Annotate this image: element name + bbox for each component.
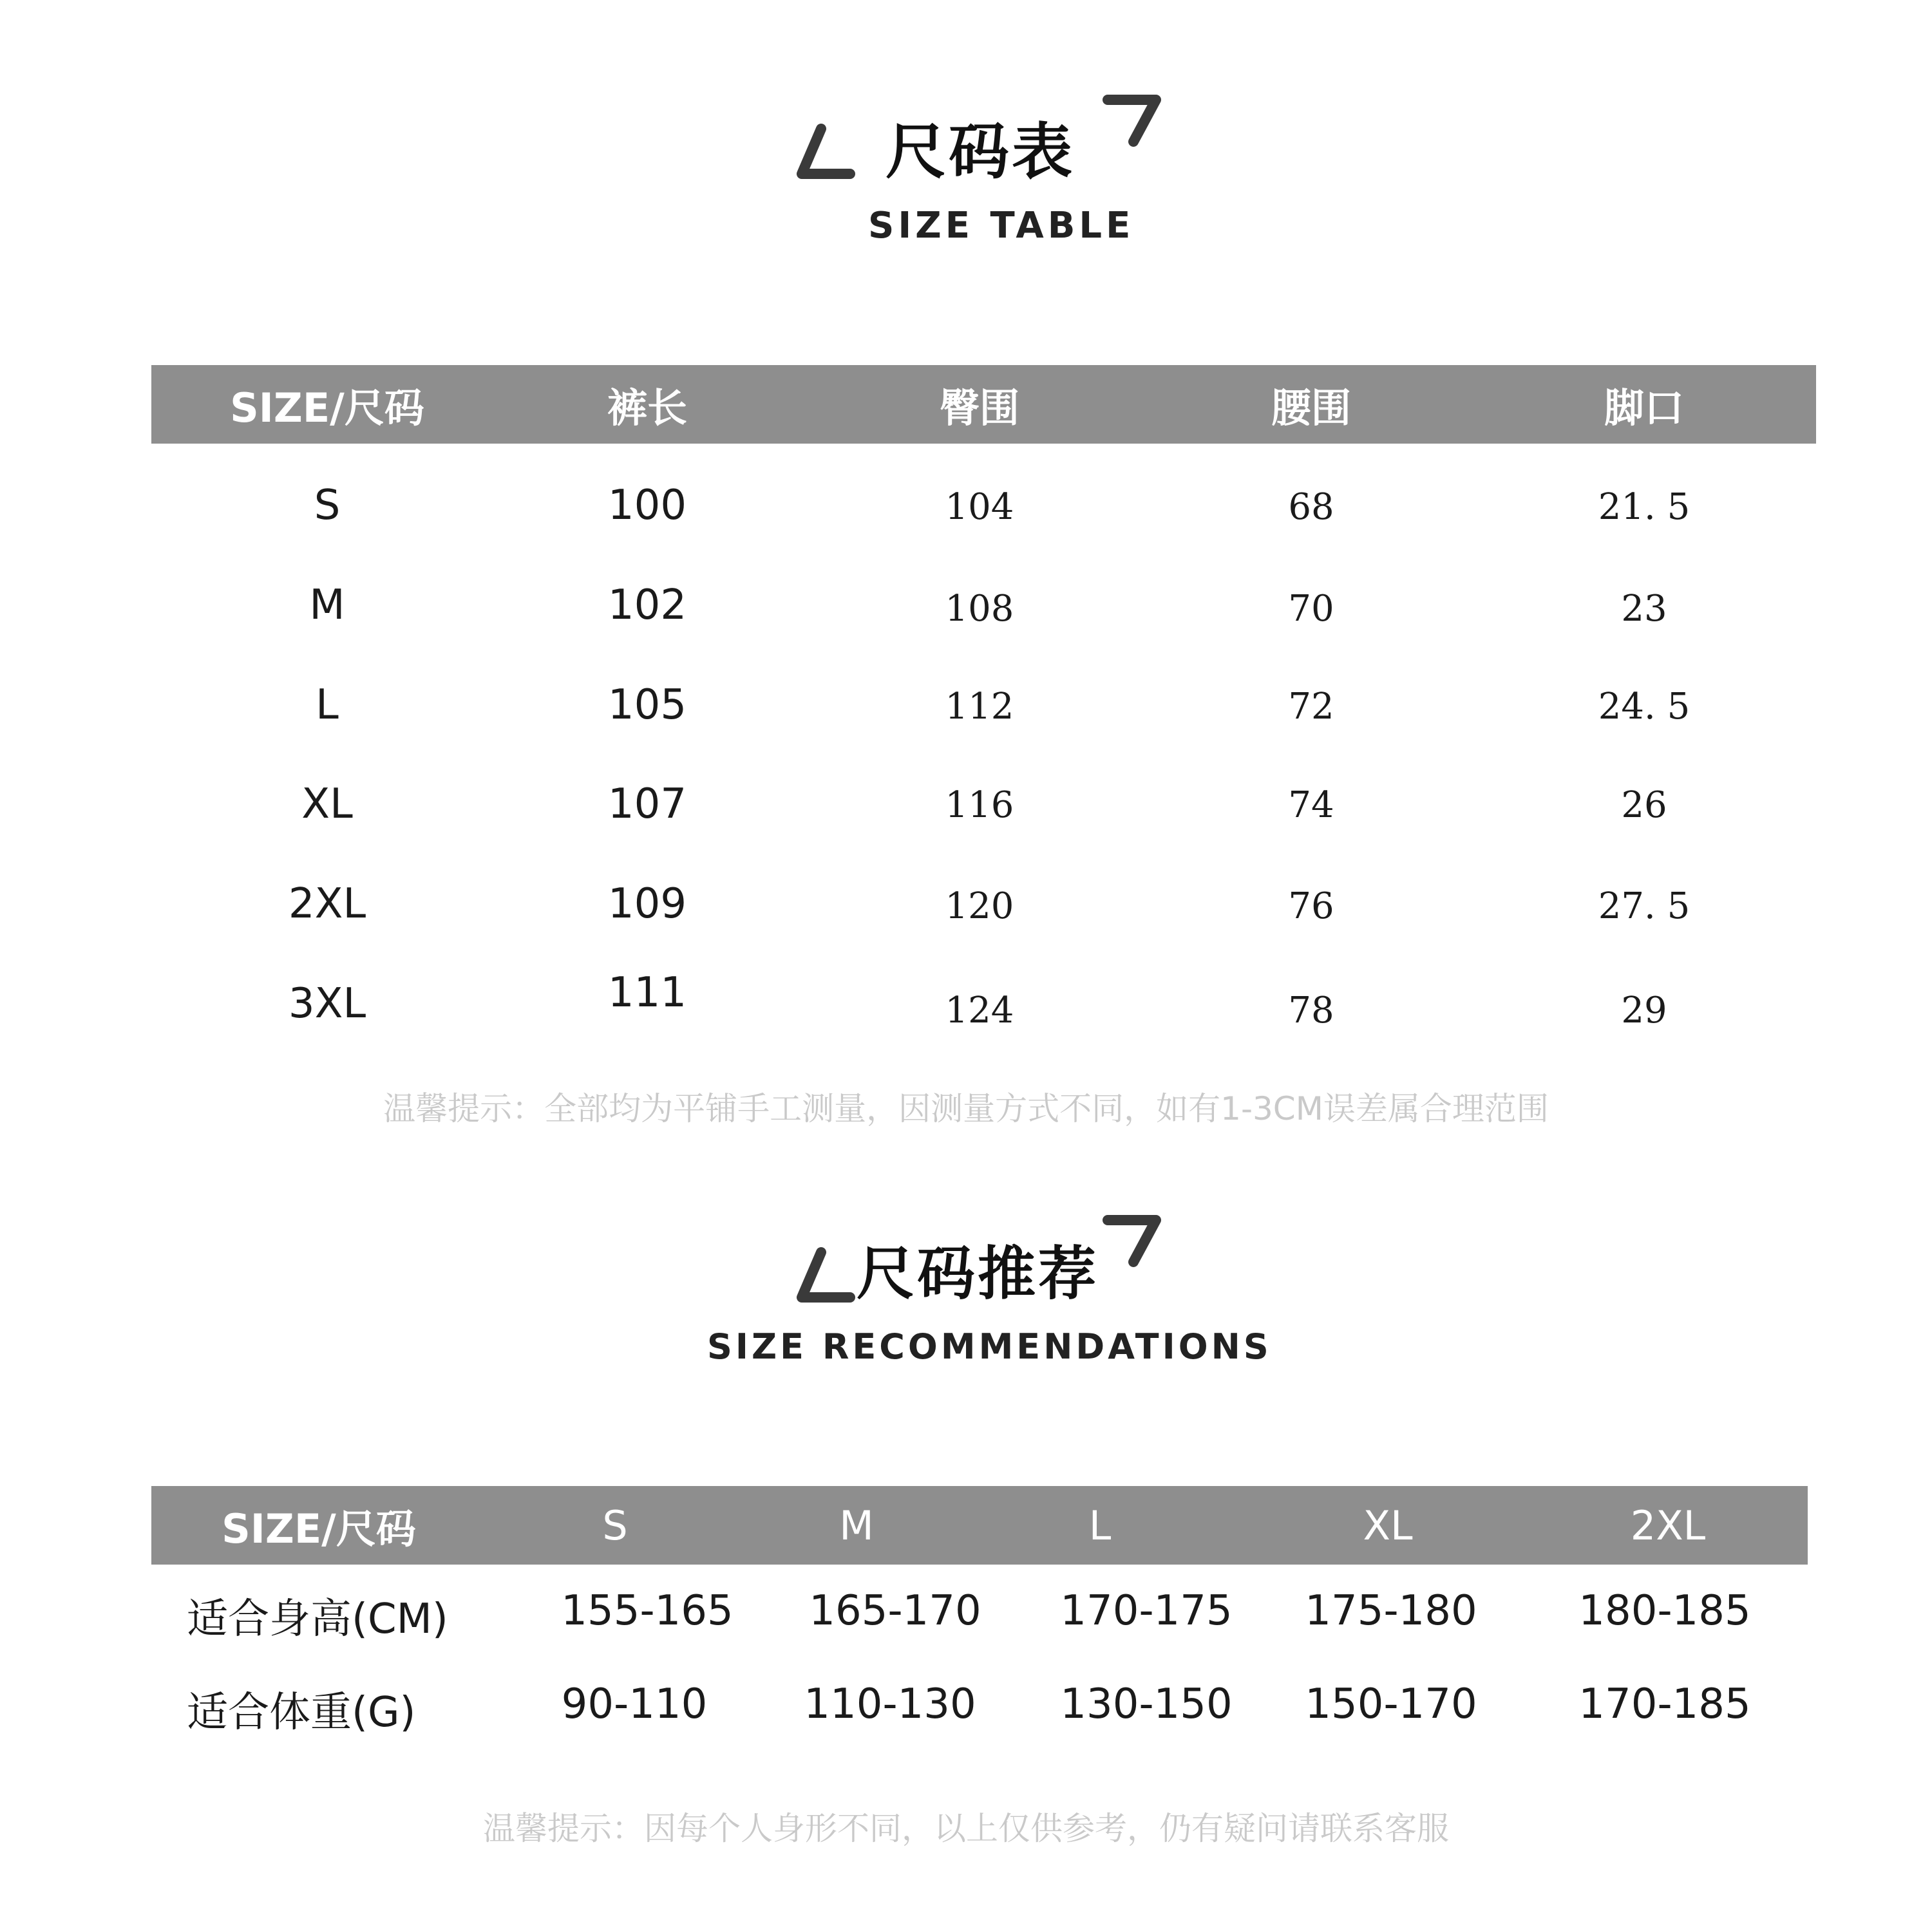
size-rec-header-cell: S <box>602 1501 628 1549</box>
table-cell: 124 <box>945 990 1014 1031</box>
table-cell: 26 <box>1621 784 1667 826</box>
size-table-note: 温馨提示：全部均为平铺手工测量，因测量方式不同，如有1-3CM误差属合理范围 <box>383 1090 1549 1127</box>
size-rec-header-cell: SIZE/尺码 <box>222 1505 416 1552</box>
size-table-header-cell: SIZE/尺码 <box>230 384 424 431</box>
size-table-header-cell: 腰围 <box>1271 384 1351 431</box>
table-cell: 74 <box>1288 784 1334 826</box>
size-rec-title-zh: 尺码推荐 <box>857 1240 1099 1308</box>
table-cell: 108 <box>945 588 1014 630</box>
table-cell: 170-185 <box>1578 1680 1751 1728</box>
table-cell: 107 <box>607 780 687 828</box>
table-cell: 170-175 <box>1060 1587 1233 1635</box>
table-cell: 111 <box>607 969 687 1017</box>
table-cell: 29 <box>1621 990 1667 1031</box>
table-cell: 23 <box>1621 588 1667 630</box>
size-table-header <box>151 365 1816 444</box>
table-cell: 130-150 <box>1060 1680 1233 1728</box>
table-cell: 21. 5 <box>1598 486 1690 528</box>
size-rec-note: 温馨提示：因每个人身形不同，以上仅供参考，仍有疑问请联系客服 <box>483 1810 1449 1847</box>
table-cell: 150-170 <box>1305 1680 1477 1728</box>
table-cell: 27. 5 <box>1598 885 1690 927</box>
size-table-header-cell: 臀围 <box>939 384 1019 431</box>
table-cell: 155-165 <box>561 1587 734 1635</box>
table-cell: 90-110 <box>561 1680 708 1728</box>
table-cell: 2XL <box>288 880 366 928</box>
table-cell: 110-130 <box>804 1680 976 1728</box>
table-cell: 100 <box>607 482 687 529</box>
table-cell: 68 <box>1288 486 1334 528</box>
size-rec-header <box>151 1486 1808 1565</box>
left-bracket-icon <box>789 122 860 187</box>
table-cell: XL <box>301 780 353 828</box>
right-bracket-icon <box>1095 1210 1166 1275</box>
table-cell: 105 <box>607 681 687 729</box>
table-cell: S <box>314 482 341 529</box>
table-cell: 180-185 <box>1578 1587 1751 1635</box>
table-cell: 24. 5 <box>1598 686 1690 728</box>
table-cell: 70 <box>1288 588 1334 630</box>
right-bracket-icon <box>1095 90 1166 155</box>
size-table-header-cell: 裤长 <box>607 384 687 431</box>
rec-row-label: 适合身高(CM) <box>187 1595 448 1643</box>
table-cell: M <box>309 581 345 629</box>
size-rec-header-cell: 2XL <box>1630 1501 1706 1549</box>
left-bracket-icon <box>789 1246 860 1310</box>
table-cell: 104 <box>945 486 1014 528</box>
table-cell: 78 <box>1288 990 1334 1031</box>
table-cell: 72 <box>1288 686 1334 728</box>
size-rec-header-cell: M <box>839 1501 874 1549</box>
table-cell: 165-170 <box>809 1587 981 1635</box>
table-cell: 109 <box>607 880 687 928</box>
size-rec-header-cell: XL <box>1363 1501 1413 1549</box>
table-cell: 3XL <box>288 980 366 1028</box>
rec-row-label: 适合体重(G) <box>187 1689 416 1736</box>
table-cell: 76 <box>1288 885 1334 927</box>
table-cell: 112 <box>945 686 1014 728</box>
size-rec-title-en: SIZE RECOMMENDATIONS <box>707 1326 1272 1367</box>
table-cell: 116 <box>945 784 1014 826</box>
table-cell: 175-180 <box>1305 1587 1477 1635</box>
table-cell: 102 <box>607 581 687 629</box>
table-cell: 120 <box>945 885 1014 927</box>
table-cell: L <box>316 681 339 729</box>
size-table-title-en: SIZE TABLE <box>868 205 1135 247</box>
size-rec-header-cell: L <box>1088 1501 1112 1549</box>
size-table-title-zh: 尺码表 <box>886 117 1075 187</box>
size-table-header-cell: 脚口 <box>1604 384 1684 431</box>
